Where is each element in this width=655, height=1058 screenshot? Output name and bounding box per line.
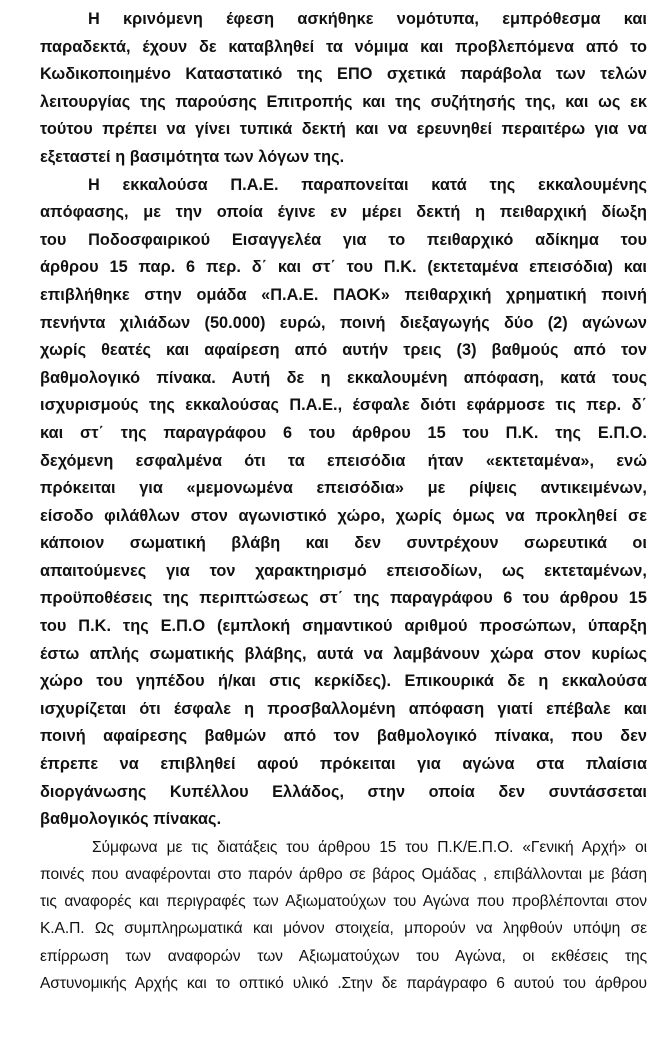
text-line: παραδεκτά, έχουν δε καταβληθεί τα νόμιμα και προβλεπόμενα από το [40, 37, 647, 56]
text-line: βαθμολογικό πίνακα. Αυτή δε η εκκαλουμένη απόφαση, κατά τους [40, 368, 647, 387]
text-line: του Π.Κ. της Ε.Π.Ο (εμπλοκή σημαντικού αριθμού προσώπων, ύπαρξη [40, 617, 647, 636]
text-line: επιβλήθηκε στην ομάδα «Π.Α.Ε. ΠΑΟΚ» πειθαρχική χρηματική ποινή [40, 285, 647, 304]
text-line: επίρρωση των αναφορών των Αξιωματούχων του Αγώνα, οι εκθέσεις της [40, 947, 647, 965]
text-line: έπρεπε να επιβληθεί αφού πρόκειται για αγώνα στα πλαίσια [40, 755, 647, 774]
text-line: άρθρου 15 παρ. 6 περ. δ΄ και στ΄ του Π.Κ. (εκτεταμένα επεισόδια) και [40, 258, 647, 277]
text-line: ποινή αφαίρεσης βαθμών από τον βαθμολογικό πίνακα, που δεν [40, 727, 647, 746]
text-line: του Ποδοσφαιρικού Εισαγγελέα για το πειθαρχικό αδίκημα του [40, 230, 647, 249]
text-line: πρόκειται για «μεμονωμένα επεισόδια» με ρίψεις αντικειμένων, [40, 479, 647, 498]
text-line: κάποιον σωματική βλάβη και δεν συντρέχουν σωρευτικά οι [40, 534, 647, 553]
text-line: διοργάνωσης Κυπέλλου Ελλάδος, στην οποία δεν συντάσσεται [40, 782, 647, 801]
text-line: εξεταστεί η βασιμότητα των λόγων της. [40, 147, 345, 166]
paragraph-article-15 [40, 834, 647, 997]
paragraph-appeal-grounds [40, 172, 647, 834]
text-line: και στ΄ της παραγράφου 6 του άρθρου 15 του Π.Κ. της Ε.Π.Ο. [40, 423, 647, 442]
text-line: τούτου πρέπει να γίνει τυπικά δεκτή και να ερευνηθεί περαιτέρω για να [40, 120, 647, 139]
text-line: είσοδο φιλάθλων στον αγωνιστικό χώρο, χωρίς όμως να προκληθεί σε [40, 506, 647, 525]
text-line: χώρο του γηπέδου ή/και στις κερκίδες). Επικουρικά δε η εκκαλούσα [40, 672, 647, 691]
text-line: προϋποθέσεις της περιπτώσεως στ΄ της παραγράφου 6 του άρθρου 15 [40, 589, 647, 608]
text-line: Αστυνομικής Αρχής και το οπτικό υλικό .Στην δε παράγραφο 6 αυτού του άρθρου [40, 974, 647, 992]
text-line: Σύμφωνα με τις διατάξεις του άρθρου 15 του Π.Κ/Ε.Π.Ο. «Γενική Αρχή» οι [92, 838, 647, 856]
text-line: δεχόμενη εσφαλμένα ότι τα επεισόδια ήταν «εκτεταμένα», ενώ [40, 451, 647, 470]
text-line: βαθμολογικός πίνακας. [40, 810, 222, 829]
text-line: πενήντα χιλιάδων (50.000) ευρώ, ποινή διεξαγωγής δύο (2) αγώνων [40, 313, 647, 332]
text-line: Η κρινόμενη έφεση ασκήθηκε νομότυπα, εμπρόθεσμα και [88, 10, 647, 28]
text-line: απαιτούμενες για τον χαρακτηρισμό επεισοδίων, ως εκτεταμένων, [40, 561, 647, 580]
text-line: ισχυρίζεται ότι έσφαλε η προσβαλλομένη απόφαση γιατί επέβαλε και [40, 699, 647, 718]
text-line: Κωδικοποιημένο Καταστατικό της ΕΠΟ σχετικά παράβολα των τελών [40, 65, 647, 84]
text-line: έστω απλής σωματικής βλάβης, αυτά να λαμβάνουν χώρα στον κυρίως [40, 644, 647, 663]
text-line: χωρίς θεατές και αφαίρεση από αυτήν τρεις (3) βαθμούς από τον [40, 341, 647, 360]
text-line: τις αναφορές και περιγραφές των Αξιωματούχων του Αγώνα που προβλέπονται στον [40, 893, 647, 911]
text-line: ισχυρισμούς της εκκαλούσας Π.Α.Ε., έσφαλε διότι εφάρμοσε τις περ. δ΄ [40, 396, 647, 415]
text-line: απόφασης, με την οποία έγινε εν μέρει δεκτή η πειθαρχική δίωξη [40, 203, 647, 222]
text-line: Κ.Α.Π. Ως συμπληρωματικά και μόνον στοιχεία, μπορούν να ληφθούν υπόψη σε [40, 920, 647, 938]
text-line: λειτουργίας της παρούσης Επιτροπής και της συζήτησής της, και ως εκ [40, 92, 647, 111]
text-line: ποινές που αναφέρονται στο παρόν άρθρο σε βάρος Ομάδας , επιβάλλονται με βάση [40, 866, 647, 884]
text-line: Η εκκαλούσα Π.Α.Ε. παραπονείται κατά της εκκαλουμένης [88, 175, 647, 194]
paragraph-admissibility [40, 6, 647, 172]
